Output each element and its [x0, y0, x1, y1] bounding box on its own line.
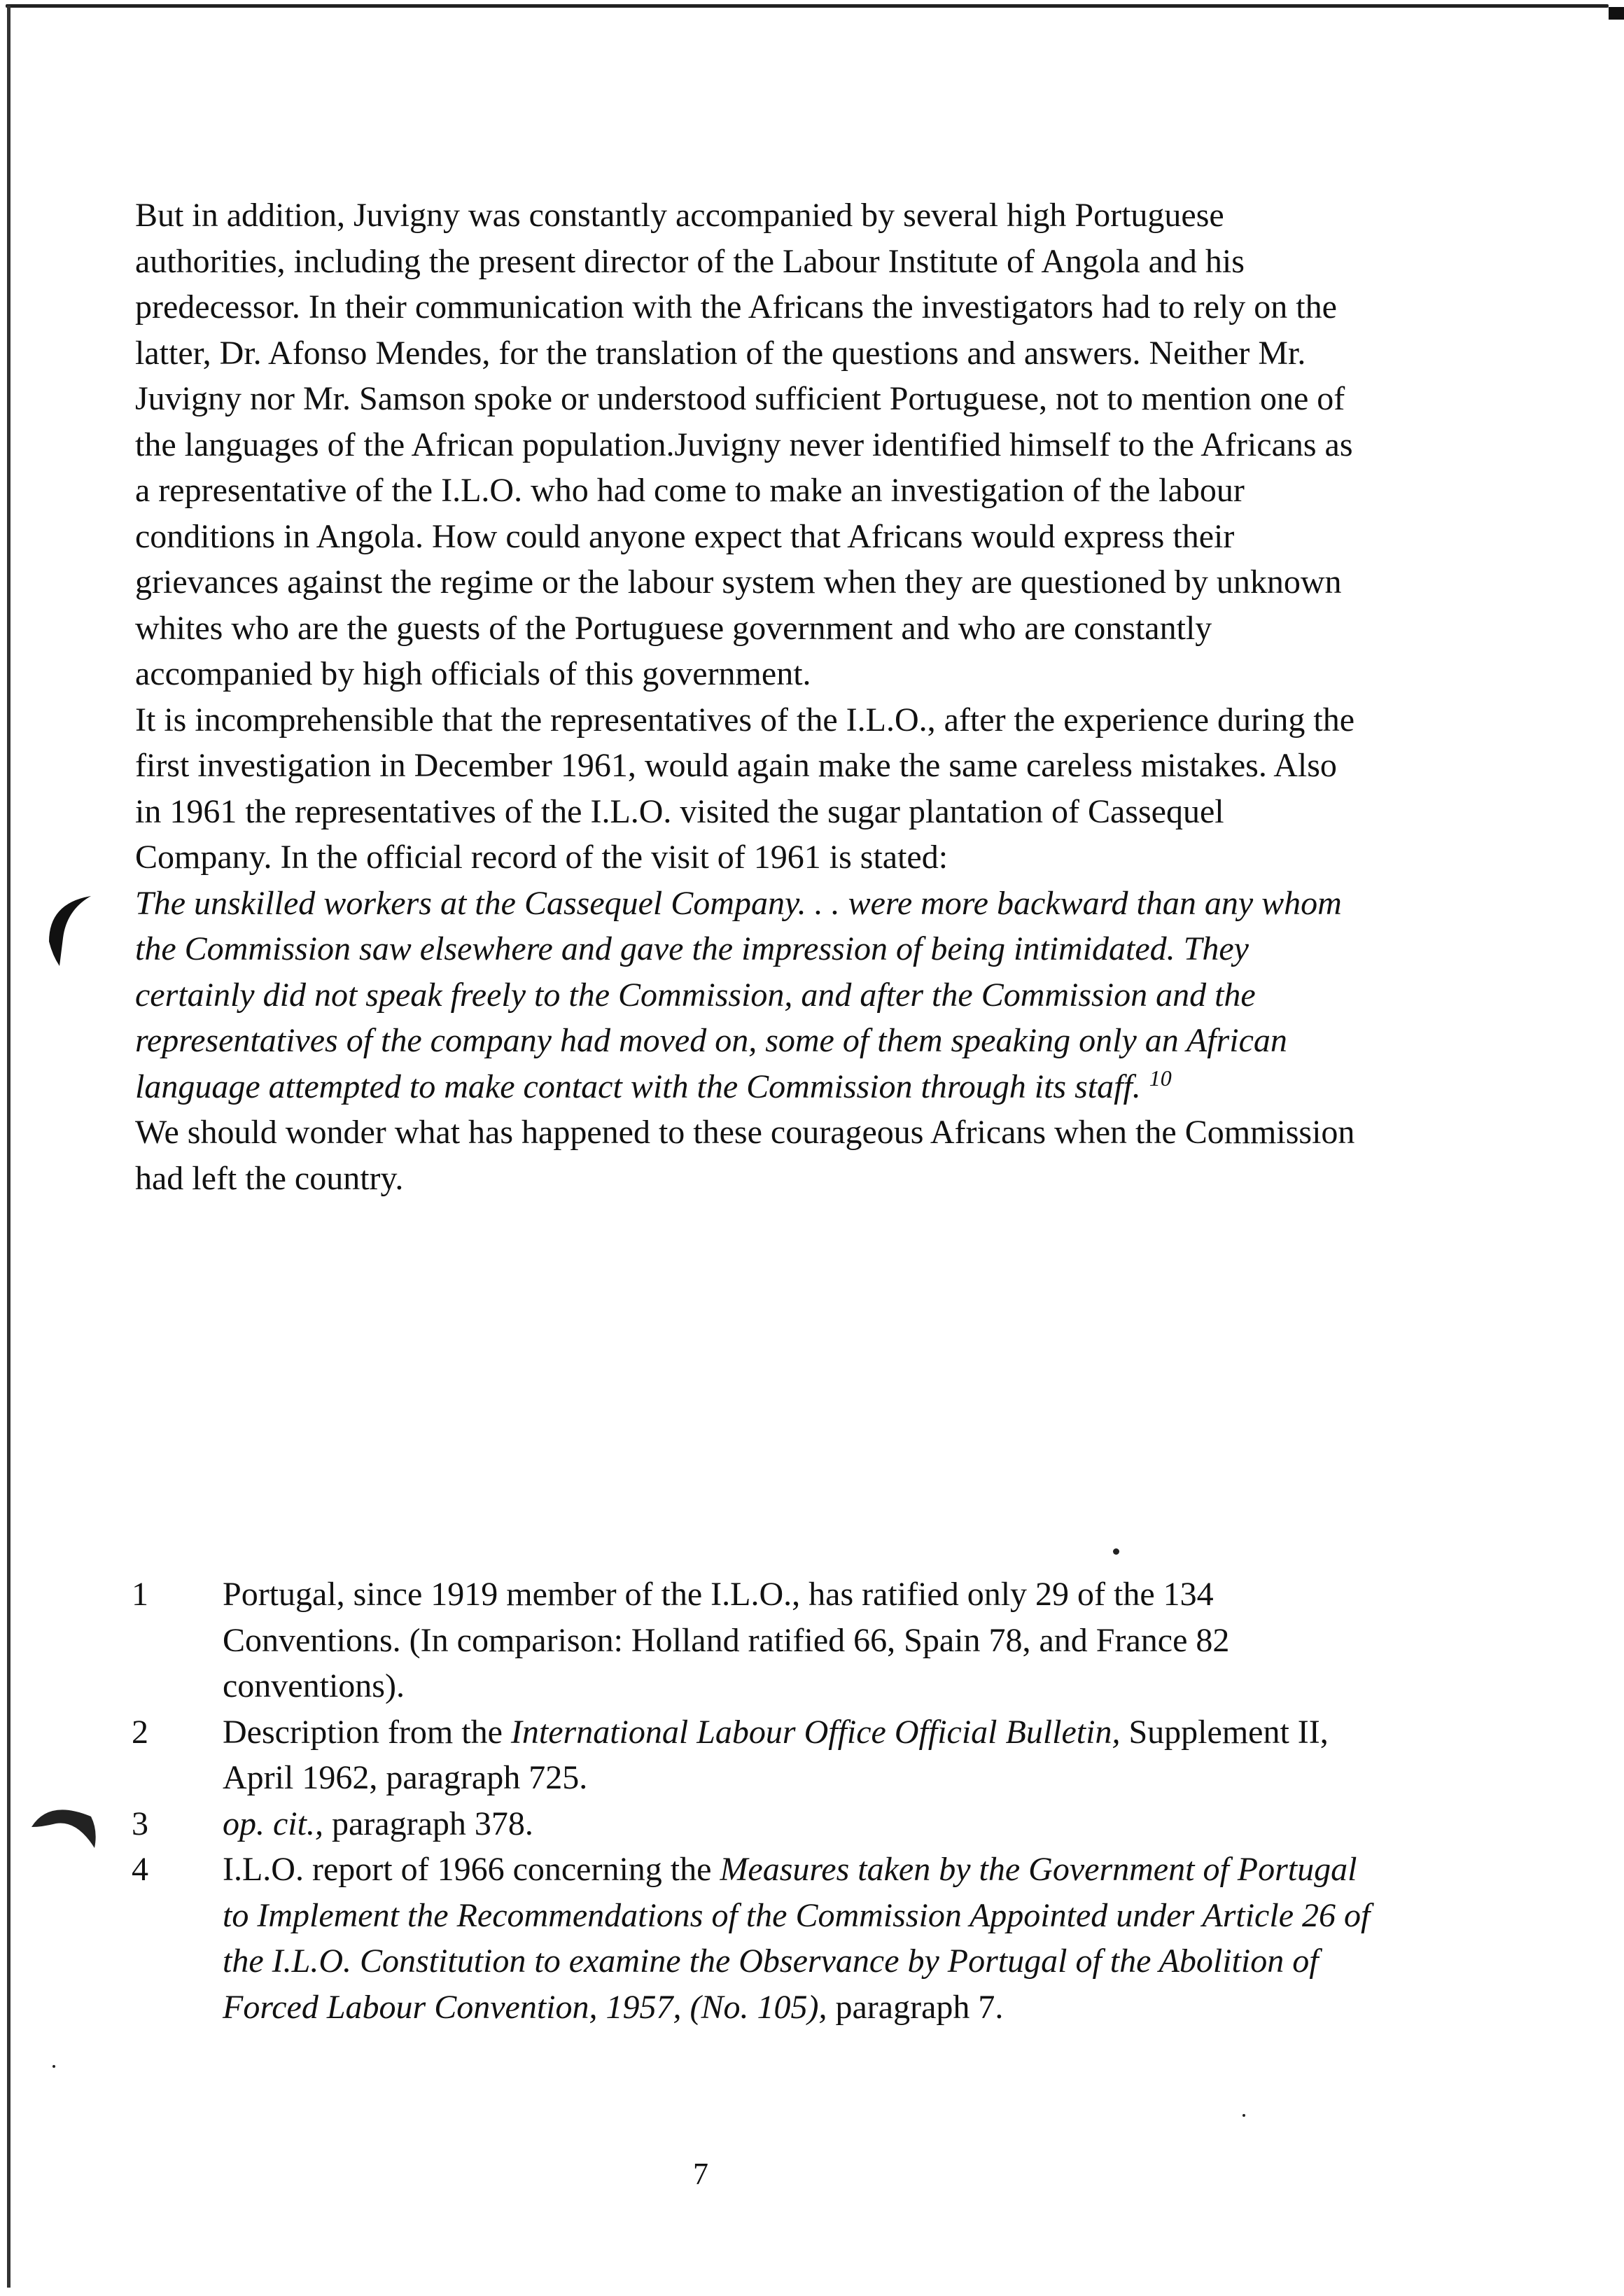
footnote-text: op. cit., paragraph 378. — [223, 1805, 533, 1842]
quote-text: The unskilled workers at the Cassequel Company. . . were more backward than any whom the Commission saw elsewhere and gave the impression of being intimidated. They certainly did not speak freely to the Commission, and after the Commission and the representatives of the company had moved on, some of them speaking only an African language attempted to make contact with the Commission through its staff. — [135, 884, 1342, 1105]
footnote-number: 3 — [132, 1805, 148, 1842]
footnote — [118, 1801, 1378, 1847]
scan-speck — [1242, 2114, 1245, 2117]
punch-hole-mark-lower — [28, 1799, 105, 1862]
footnote-text: Description from the International Labour Office Official Bulletin, Supplement II, April 1962, paragraph 725. — [223, 1713, 1329, 1796]
footnote-text: I.L.O. report of 1966 concerning the Measures taken by the Government of Portugal to Implement the Recommendations of the Commission Appointed under Article 26 of the I.L.O. Constitution to examine the Observance by Portugal of the Abolition of Forced Labour Convention, 1957, (No. 105), paragraph 7. — [223, 1851, 1371, 2026]
scan-speck — [1113, 1548, 1119, 1555]
footnote — [118, 1572, 1378, 1709]
punch-hole-mark-upper — [42, 889, 98, 973]
page-number: 7 — [693, 2157, 708, 2191]
scan-speck — [52, 2065, 55, 2068]
footnote — [118, 1847, 1378, 2030]
block-quote — [135, 881, 1367, 1110]
main-text — [135, 192, 1367, 1201]
scan-left-edge — [7, 6, 10, 2288]
paragraph: We should wonder what has happened to these courageous Africans when the Commission had left the country. — [135, 1114, 1355, 1197]
footnote-reference: 10 — [1149, 1065, 1172, 1091]
scan-corner-mark — [1609, 7, 1624, 20]
footnotes — [118, 1572, 1378, 2030]
footnote — [118, 1709, 1378, 1801]
scan-top-edge — [6, 4, 1609, 8]
footnote-number: 1 — [132, 1576, 148, 1613]
footnote-text: Portugal, since 1919 member of the I.L.O., has ratified only 29 of the 134 Conventions. (In comparison: Holland ratified 66, Spain 78, and France 82 conventions). — [223, 1576, 1230, 1704]
paragraph: But in addition, Juvigny was constantly accompanied by several high Portuguese authorities, including the present director of the Labour Institute of Angola and his predecessor. In their communication with the Africans the investigators had to rely on the latter, Dr. Afonso Mendes, for the translation of the questions and answers. Neither Mr. Juvigny nor Mr. Samson spoke or understood sufficient Portuguese, not to mention one of the languages of the African population.Juvigny never identified himself to the Africans as a representative of the I.L.O. who had come to make an investigation of the labour conditions in Angola. How could anyone expect that Africans would express their grievances against the regime or the labour system when they are questioned by unknown whites who are the guests of the Portuguese government and who are constantly accompanied by high officials of this government. — [135, 197, 1353, 692]
footnote-number: 4 — [132, 1851, 148, 1888]
paragraph: It is incomprehensible that the representatives of the I.L.O., after the experience during the first investigation in December 1961, would again make the same careless mistakes. Also in 1961 the representatives of the I.L.O. visited the sugar plantation of Cassequel Company. In the official record of the visit of 1961 is stated: — [135, 701, 1354, 876]
footnote-number: 2 — [132, 1713, 148, 1751]
